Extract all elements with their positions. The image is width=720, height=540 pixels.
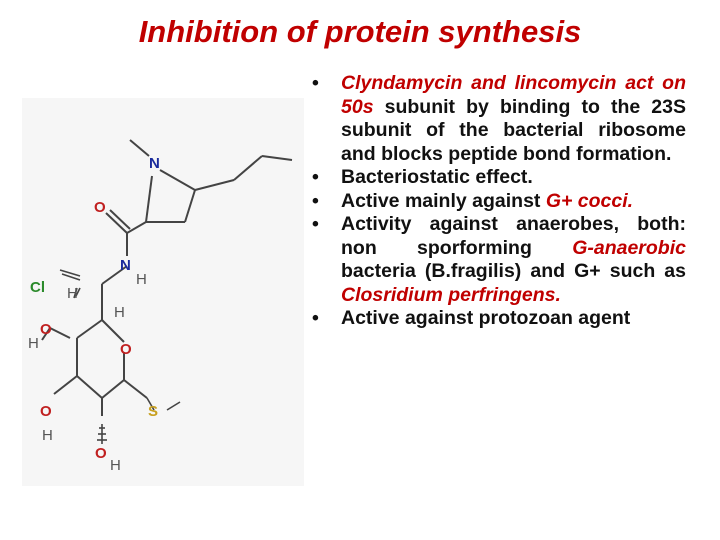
anaerobes-text-1: Activity against anaerobes, both: non sporforming	[341, 213, 686, 259]
bullet-item-protozoan	[308, 307, 686, 331]
svg-text:H: H	[110, 457, 121, 474]
svg-text:O: O	[95, 445, 107, 462]
effect-text: Bacteriostatic effect.	[341, 166, 533, 188]
svg-text:H: H	[67, 285, 78, 302]
lincomycin-structure-image	[22, 98, 304, 486]
atom-N-ring: N	[149, 155, 160, 172]
gram-negative-text: G-anaerobic	[572, 236, 686, 259]
clostridium-text: Closridium perfringens.	[341, 283, 561, 306]
bullet-item-spectrum	[308, 190, 686, 214]
bullet-list	[308, 72, 686, 331]
svg-text:O: O	[40, 321, 52, 338]
drug-names-text: Clyndamycin and lincomycin act on 50s	[341, 72, 686, 118]
svg-text:O: O	[40, 403, 52, 420]
svg-text:H: H	[28, 335, 39, 352]
atom-N-amide: N	[120, 257, 131, 274]
protozoan-text: Active against protozoan agent	[341, 307, 631, 329]
svg-text:H: H	[136, 271, 147, 288]
gram-positive-text: G+ cocci.	[545, 189, 634, 212]
svg-text:S: S	[148, 403, 159, 420]
slide-title: Inhibition of protein synthesis	[138, 14, 582, 49]
atom-O-carbonyl: O	[94, 199, 106, 216]
svg-text:H: H	[42, 427, 53, 444]
anaerobes-text-2: bacteria (B.fragilis) and G+ such as	[341, 260, 686, 282]
bullet-item-mechanism	[308, 72, 686, 166]
spectrum-text: Active mainly against	[341, 189, 546, 212]
bullet-item-anaerobes	[308, 213, 686, 307]
svg-text:Cl: Cl	[30, 279, 45, 296]
molecule-svg	[22, 98, 304, 486]
bullet-item-effect	[308, 166, 686, 190]
svg-text:H: H	[114, 304, 125, 321]
mechanism-text: subunit by binding to the 23S subunit of the bacterial ribosome and blocks peptide bond formation.	[341, 95, 686, 165]
svg-text:O: O	[120, 341, 132, 358]
